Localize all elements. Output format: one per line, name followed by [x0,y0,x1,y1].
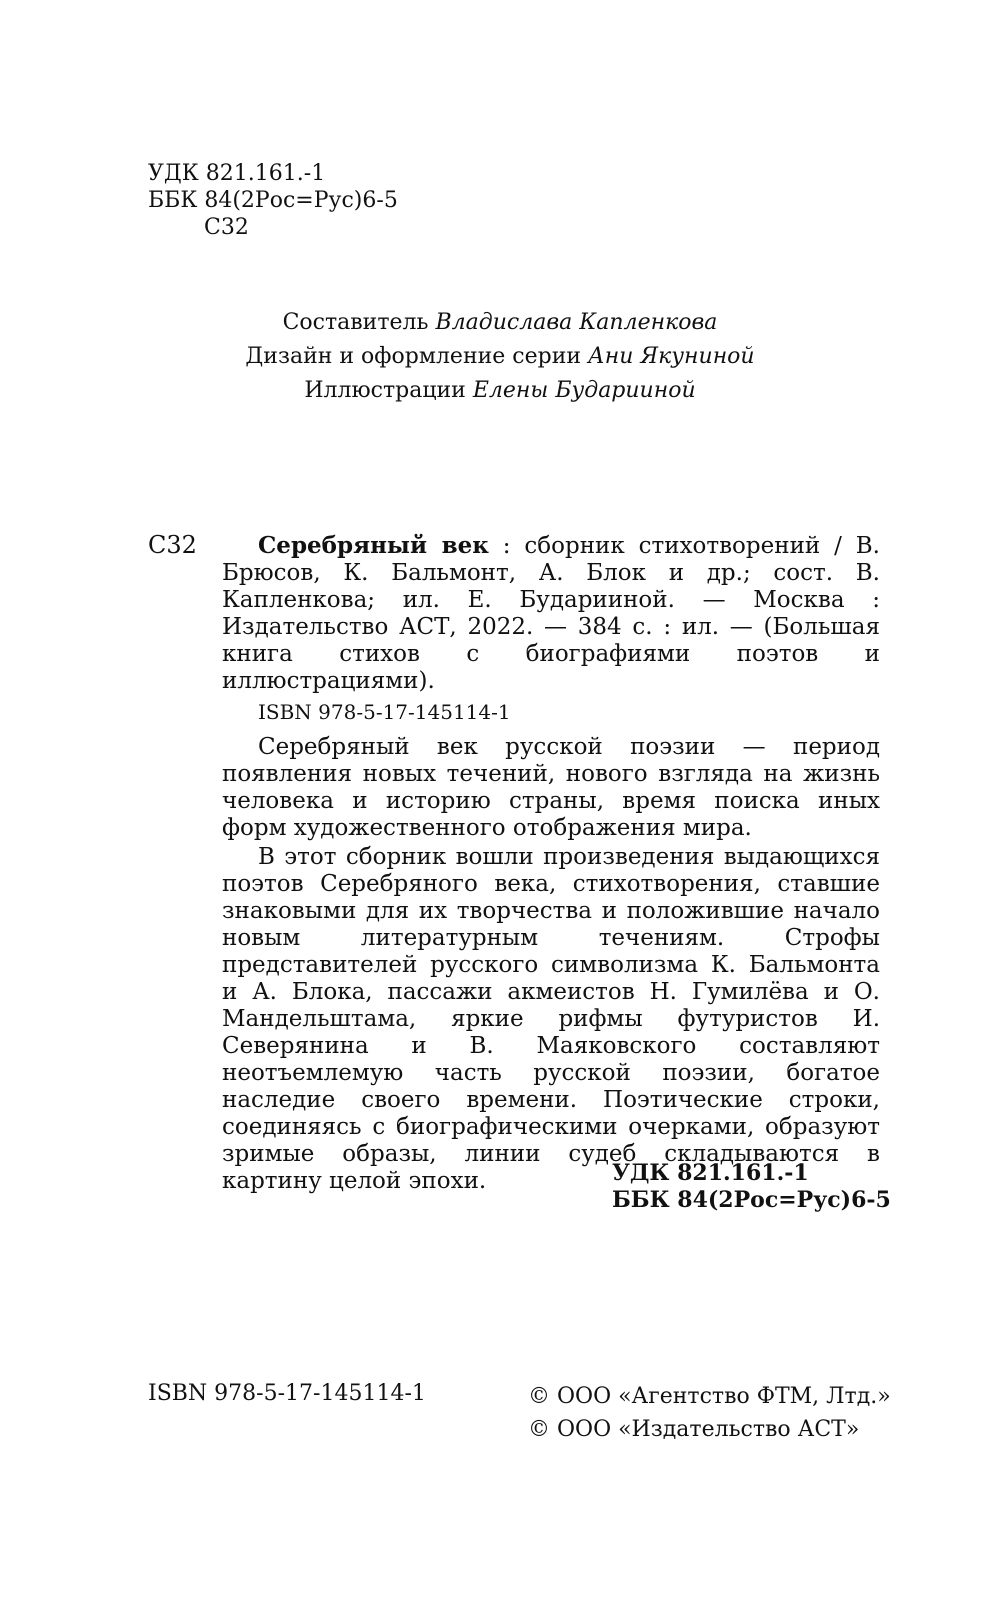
design-name: Ани Якуниной [588,344,755,369]
entry-body [222,532,880,1195]
compiler-name: Владислава Капленкова [435,310,718,335]
udk-code-bottom: УДК 821.161.-1 [612,1160,809,1186]
bibliographic-description [222,532,880,695]
classification-codes-bottom [612,1160,891,1214]
book-title: Серебряный век [258,532,489,559]
udk-code: УДК 821.161.-1 [148,161,326,186]
entry-author-mark: С32 [148,531,197,559]
bbk-code: ББК 84(2Рос=Рус)6-5 [148,188,398,213]
author-sign: С32 [204,215,249,240]
credits-block [0,306,1000,408]
bbk-code-bottom: ББК 84(2Рос=Рус)6-5 [612,1187,891,1213]
compiler-credit [0,306,1000,340]
illustrations-label: Иллюстрации [304,378,466,403]
annotation-paragraph-1: Серебряный век русской поэзии — период появления новых течений, нового взгляда на жизнь человека и историю страны, время поиска иных форм художественного отображения мира. [222,734,880,841]
illustrations-name: Елены Бударииной [472,378,696,403]
illustrations-credit [0,374,1000,408]
annotation-paragraph-2: В этот сборник вошли произведения выдающихся поэтов Серебряного века, стихотворения, ставшие знаковыми для их творчества и положившие начало новым литературным течениям. Строфы представителей русского символизма К. Бальмонта и А. Блока, пассажи акмеистов Н. Гумилёва и О. Мандельштама, яркие рифмы футуристов И. Северянина и В. Маяковского составляют неотъемлемую часть русской поэзии, богатое наследие своего времени. Поэтические строки, соединяясь с биографическими очерками, образуют зримые образы, линии судеб складываются в картину целой эпохи. [222,844,880,1194]
classification-codes-top [148,160,398,241]
design-credit [0,340,1000,374]
bibliographic-details: : сборник стихотворений / В. Брюсов, К. Бальмонт, А. Блок и др.; сост. В. Капленкова; ил. Е. Бударииной. — Москва : Издательство АСТ, 2022. — 384 с. : ил. — (Большая книга стихов с биографиями поэтов и иллюстрациями). [222,533,880,694]
copyright-block [528,1380,891,1446]
compiler-label: Составитель [282,310,429,335]
design-label: Дизайн и оформление серии [245,344,582,369]
copyright-line-2: © ООО «Издательство АСТ» [528,1417,860,1442]
isbn-bottom: ISBN 978-5-17-145114-1 [148,1381,426,1406]
copyright-line-1: © ООО «Агентство ФТМ, Лтд.» [528,1384,891,1409]
entry-isbn: ISBN 978-5-17-145114-1 [258,700,511,724]
